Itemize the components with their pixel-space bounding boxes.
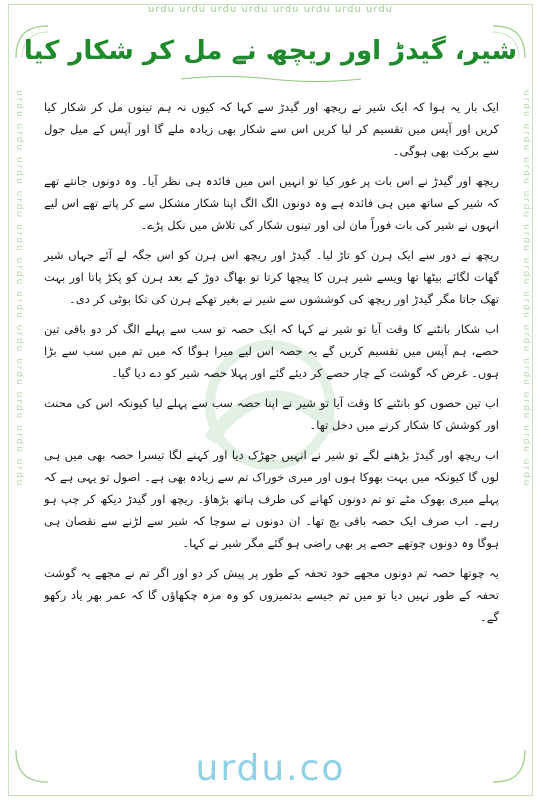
story-paragraph: ریچھ اور گیدڑ نے اس بات پر غور کیا تو انہیں اس میں فائدہ ہی نظر آیا۔ وہ دونوں جانتے تھے کہ شیر کے ساتھ میں ہی فائدہ ہے وہ دونوں الگ الگ اپنا شکار مشکل سے کر پاتے تھے اس لیے انہوں نے شیر کی بات فوراً مان لی اور تینوں شکار کی تلاش میں نکل پڑے۔ (44, 174, 499, 232)
right-pattern: urdu urdu urdu urdu urdu urdu urdu urdu urdu urdu urdu urdu (521, 90, 531, 488)
story-paragraph: ایک بار یہ ہوا کہ ایک شیر نے ریچھ اور گیدڑ سے کہا کہ کیوں نہ ہم تینوں مل کر شکار کیا کریں اور آپس میں تقسیم کر لیا کریں اس سے شکار بھی زیادہ ملے گا اور آپس کے میل جول سے برکت بھی ہوگی۔ (44, 100, 499, 158)
left-pattern: urdu urdu urdu urdu urdu urdu urdu urdu urdu urdu urdu urdu (14, 90, 24, 488)
title-divider (0, 74, 541, 87)
story-paragraph: ریچھ نے دور سے ایک ہرن کو تاڑ لیا۔ گیدڑ اور ریچھ اس ہرن کو اس جگہ لے آئے جہاں شیر گھات لگائے بیٹھا تھا ویسے شیر ہرن کا پیچھا کرتا تو بھاگ دوڑ کے بعد ہرن کو پکڑ پاتا اور بہت تھک جاتا مگر گیدڑ اور ریچھ کی کوششوں سے شیر نے بغیر تھکے ہرن کی تکا بوٹی کر دی۔ (44, 248, 499, 306)
story-body (44, 96, 499, 636)
header-pattern: urdu urdu urdu urdu urdu urdu urdu urdu (148, 4, 393, 15)
story-paragraph: اب شکار بانٹنے کا وقت آیا تو شیر نے کہا کہ ایک حصہ تو سب سے پہلے الگ کر دو باقی تین حصے، ہم آپس میں تقسیم کریں گے یہ حصہ اس لیے میرا ہوگا کہ میں تم میں سب سے بڑا ہوں۔ غرض کہ گوشت کے چار حصے کر دیئے گئے اور پہلا حصہ شیر کو دے دیا گیا۔ (44, 322, 499, 380)
site-footer-logo: urdu.co (195, 748, 346, 789)
story-paragraph: اب ریچھ اور گیدڑ بڑھنے لگے تو شیر نے انہیں جھڑک دیا اور کہنے لگا تیسرا حصہ بھی میں ہی لوں گا کیونکہ میں بہت بھوکا ہوں اور میری خوراک تم سے زیادہ بھی ہے۔ اصول تو یہی ہے کہ پہلے میری بھوک مٹے تو تم دونوں کھانے کی طرف ہاتھ بڑھاؤ۔ ریچھ اور گیدڑ دیکھ کر چپ ہو رہے۔ اب صرف ایک حصہ باقی بچ تھا۔ ان دونوں نے سوچا کہ شیر سے لڑنے سے نقصان ہی ہوگا وہ دونوں چوتھے حصے پر بھی راضی ہو گئے مگر شیر نے کہا۔ (44, 448, 499, 550)
story-paragraph: اب تین حصوں کو بانٹنے کا وقت آیا تو شیر نے اپنا حصہ سب سے پہلے لیا کیونکہ اس کی محنت اور کوشش کا شکار کرنے میں دخل تھا۔ (44, 396, 499, 432)
story-title: شیر، گیدڑ اور ریچھ نے مل کر شکار کیا (23, 36, 518, 66)
story-paragraph: یہ چوتھا حصہ تم دونوں مجھے خود تحفہ کے طور پر پیش کر دو اور اگر تم نے مجھے یہ گوشت تحفہ کے طور نہیں دیا تو میں تم جیسے بدتمیزوں کو وہ مزہ چکھاؤں گا کہ عمر بھر یاد رکھو گے۔ (44, 566, 499, 624)
